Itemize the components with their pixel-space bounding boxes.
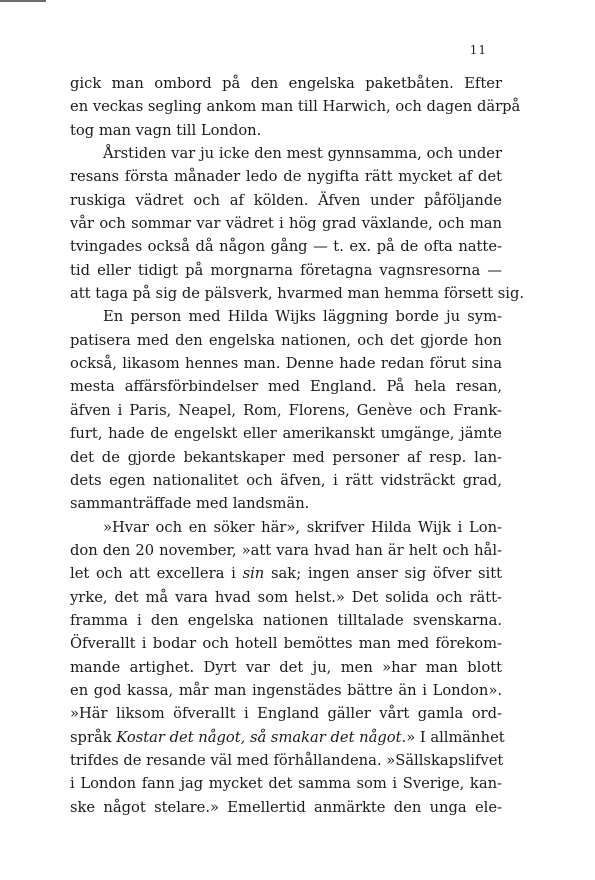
text-line: mande artighet. Dyrt var det ju, men »har man blott xyxy=(70,658,502,676)
text-line: furt, hade de engelskt eller amerikanskt umgänge, jämte xyxy=(70,425,502,443)
text-line: gick man ombord på den engelska paketbåten. Efter xyxy=(70,75,502,92)
text-line: mesta affärsförbindelser med England. På hela resan, xyxy=(70,378,502,396)
text-line: också, likasom hennes man. Denne hade redan förut sina xyxy=(70,355,502,373)
text-line: let och att excellera i sin sak; ingen anser sig öfver sitt xyxy=(70,565,503,583)
text-line: don den 20 november, »att vara hvad han är helt och hål- xyxy=(70,541,502,559)
text-line: ruskiga vädret och af kölden. Äfven under påföljande xyxy=(70,191,502,209)
text-line: språk Kostar det något, så smakar det något.» I allmänhet xyxy=(70,728,505,746)
text-line: en god kassa, mår man ingenstädes bättre än i London». xyxy=(70,681,502,699)
text-line: i London fann jag mycket det samma som i Sverige, kan- xyxy=(70,775,502,793)
text-line: resans första månader ledo de nygifta rätt mycket af det xyxy=(70,168,502,186)
text-line: Öfverallt i bodar och hotell bemöttes man med förekom- xyxy=(70,635,502,653)
text-line: patisera med den engelska nationen, och det gjorde hon xyxy=(70,331,502,349)
text-line: dets egen nationalitet och äfven, i rätt vidsträckt grad, xyxy=(70,471,502,489)
top-edge-rule xyxy=(0,0,46,2)
page-number: 11 xyxy=(469,43,487,57)
text-line: sammanträffade med landsmän. xyxy=(70,495,310,513)
text-line: »Här liksom öfverallt i England gäller vårt gamla ord- xyxy=(70,705,502,723)
text-line: ske något stelare.» Emellertid anmärkte den unga ele- xyxy=(70,798,502,816)
text-line: tog man vagn till London. xyxy=(70,121,262,139)
text-line: tvingades också då någon gång — t. ex. på de ofta natte- xyxy=(70,238,502,256)
text-line: Årstiden var ju icke den mest gynnsamma, och under xyxy=(103,145,502,163)
text-line: det de gjorde bekantskaper med personer af resp. lan- xyxy=(70,448,502,466)
text-line: att taga på sig de pälsverk, hvarmed man hemma försett sig. xyxy=(70,285,525,303)
text-line: äfven i Paris, Neapel, Rom, Florens, Genève och Frank- xyxy=(70,401,502,419)
text-line: yrke, det må vara hvad som helst.» Det solida och rätt- xyxy=(70,588,502,606)
text-line: tid eller tidigt på morgnarna företagna vagnsresorna — xyxy=(70,261,502,279)
text-line: vår och sommar var vädret i hög grad växlande, och man xyxy=(70,215,502,233)
text-line: en veckas segling ankom man till Harwich, och dagen därpå xyxy=(70,98,521,116)
text-line: trifdes de resande väl med förhållandena. »Sällskapslifvet xyxy=(70,751,504,769)
body-text xyxy=(70,72,525,819)
text-line: En person med Hilda Wijks läggning borde ju sym- xyxy=(103,308,502,326)
text-line: framma i den engelska nationen tilltalade svenskarna. xyxy=(70,611,502,629)
text-line: »Hvar och en söker här», skrifver Hilda Wijk i Lon- xyxy=(103,518,502,536)
